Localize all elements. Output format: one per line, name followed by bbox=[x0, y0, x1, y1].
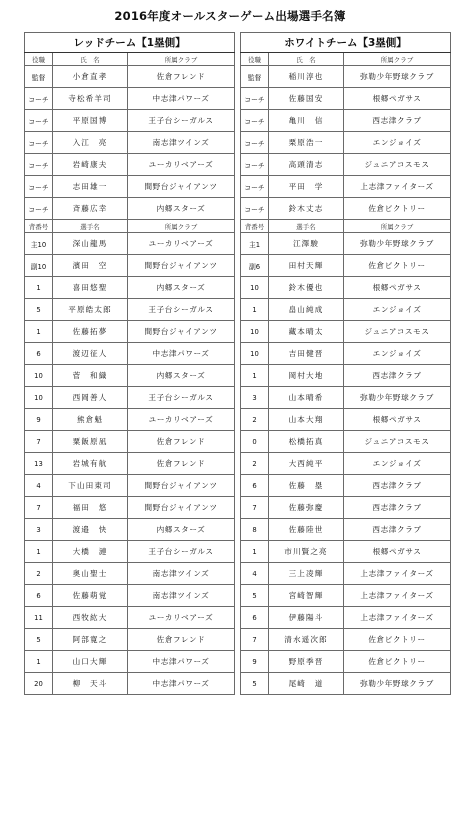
name-cell: 入江 亮 bbox=[53, 132, 128, 154]
name-cell: 鈴木丈志 bbox=[269, 198, 344, 220]
player-row bbox=[241, 629, 451, 651]
role-or-number-cell: 20 bbox=[25, 673, 53, 695]
staff-row bbox=[25, 132, 235, 154]
role-or-number-cell: コーチ bbox=[241, 154, 269, 176]
club-cell: 間野台ジャイアンツ bbox=[128, 255, 235, 277]
role-or-number-cell: コーチ bbox=[25, 198, 53, 220]
role-or-number-cell: 1 bbox=[25, 541, 53, 563]
role-or-number-cell: 9 bbox=[25, 409, 53, 431]
staff-row bbox=[25, 154, 235, 176]
club-cell: 王子台シーガルス bbox=[128, 299, 235, 321]
player-row bbox=[241, 453, 451, 475]
player-row bbox=[25, 365, 235, 387]
club-cell: 間野台ジャイアンツ bbox=[128, 176, 235, 198]
club-cell: 西志津クラブ bbox=[344, 110, 451, 132]
name-cell: 山口大輝 bbox=[53, 651, 128, 673]
club-cell: 王子台シーガルス bbox=[128, 541, 235, 563]
column-header: 所属クラブ bbox=[344, 220, 451, 233]
club-cell: 根郷ペガサス bbox=[344, 409, 451, 431]
player-row bbox=[25, 299, 235, 321]
name-cell: 小倉直孝 bbox=[53, 66, 128, 88]
role-or-number-cell: 1 bbox=[241, 541, 269, 563]
staff-row bbox=[241, 110, 451, 132]
role-or-number-cell: 監督 bbox=[241, 66, 269, 88]
player-row bbox=[241, 299, 451, 321]
club-cell: ユーカリベアーズ bbox=[128, 409, 235, 431]
staff-row bbox=[241, 88, 451, 110]
name-cell: 伊藤陽斗 bbox=[269, 607, 344, 629]
column-header: 所属クラブ bbox=[128, 53, 235, 66]
player-row bbox=[25, 453, 235, 475]
role-or-number-cell: 主1 bbox=[241, 233, 269, 255]
club-cell: 内郷スターズ bbox=[128, 519, 235, 541]
column-header: 氏 名 bbox=[53, 53, 128, 66]
role-or-number-cell: 副6 bbox=[241, 255, 269, 277]
name-cell: 三上凌輝 bbox=[269, 563, 344, 585]
roster-table bbox=[24, 32, 235, 695]
name-cell: 山本晴希 bbox=[269, 387, 344, 409]
club-cell: 佐倉フレンド bbox=[128, 66, 235, 88]
name-cell: 平原国博 bbox=[53, 110, 128, 132]
role-or-number-cell: コーチ bbox=[25, 154, 53, 176]
role-or-number-cell: コーチ bbox=[241, 198, 269, 220]
role-or-number-cell: 9 bbox=[241, 651, 269, 673]
player-row bbox=[241, 563, 451, 585]
role-or-number-cell: 4 bbox=[241, 563, 269, 585]
player-row bbox=[241, 387, 451, 409]
role-or-number-cell: コーチ bbox=[241, 132, 269, 154]
name-cell: 寺松希羊司 bbox=[53, 88, 128, 110]
role-or-number-cell: 10 bbox=[241, 343, 269, 365]
role-or-number-cell: 7 bbox=[241, 629, 269, 651]
player-row bbox=[241, 343, 451, 365]
player-row bbox=[241, 277, 451, 299]
role-or-number-cell: 2 bbox=[241, 409, 269, 431]
role-or-number-cell: 副10 bbox=[25, 255, 53, 277]
column-header: 所属クラブ bbox=[344, 53, 451, 66]
player-row bbox=[25, 387, 235, 409]
name-cell: 稲川淳也 bbox=[269, 66, 344, 88]
player-row bbox=[241, 255, 451, 277]
role-or-number-cell: 6 bbox=[241, 607, 269, 629]
name-cell: 畠山純成 bbox=[269, 299, 344, 321]
staff-row bbox=[241, 176, 451, 198]
role-or-number-cell: 8 bbox=[241, 519, 269, 541]
name-cell: 佐藤国安 bbox=[269, 88, 344, 110]
club-cell: エンジョイズ bbox=[344, 299, 451, 321]
name-cell: 濱田 空 bbox=[53, 255, 128, 277]
staff-row bbox=[241, 132, 451, 154]
role-or-number-cell: コーチ bbox=[25, 132, 53, 154]
staff-row bbox=[241, 66, 451, 88]
role-or-number-cell: 1 bbox=[25, 277, 53, 299]
club-cell: 上志津ファイターズ bbox=[344, 176, 451, 198]
column-header: 背番号 bbox=[25, 220, 53, 233]
white-team-roster bbox=[240, 32, 450, 695]
club-cell: 南志津ツインズ bbox=[128, 585, 235, 607]
club-cell: 佐倉フレンド bbox=[128, 431, 235, 453]
name-cell: 岩崎康夫 bbox=[53, 154, 128, 176]
club-cell: 中志津パワーズ bbox=[128, 88, 235, 110]
role-or-number-cell: 1 bbox=[25, 321, 53, 343]
player-row bbox=[241, 365, 451, 387]
player-row bbox=[25, 497, 235, 519]
name-cell: 尾崎 道 bbox=[269, 673, 344, 695]
club-cell: 佐倉ビクトリー bbox=[344, 651, 451, 673]
role-or-number-cell: 1 bbox=[241, 299, 269, 321]
name-cell: 西牧紘大 bbox=[53, 607, 128, 629]
player-row bbox=[25, 475, 235, 497]
role-or-number-cell: 3 bbox=[25, 519, 53, 541]
player-row bbox=[25, 519, 235, 541]
name-cell: 斉藤広幸 bbox=[53, 198, 128, 220]
role-or-number-cell: 2 bbox=[241, 453, 269, 475]
name-cell: 喜田悠聖 bbox=[53, 277, 128, 299]
name-cell: 熊倉魁 bbox=[53, 409, 128, 431]
club-cell: 間野台ジャイアンツ bbox=[128, 321, 235, 343]
name-cell: 岡村大地 bbox=[269, 365, 344, 387]
club-cell: 佐倉ビクトリー bbox=[344, 629, 451, 651]
club-cell: 根郷ペガサス bbox=[344, 541, 451, 563]
club-cell: ジュニアコスモス bbox=[344, 321, 451, 343]
name-cell: 渡辺征人 bbox=[53, 343, 128, 365]
name-cell: 柳 天斗 bbox=[53, 673, 128, 695]
club-cell: 王子台シーガルス bbox=[128, 387, 235, 409]
name-cell: 田村天輝 bbox=[269, 255, 344, 277]
role-or-number-cell: コーチ bbox=[25, 110, 53, 132]
club-cell: ジュニアコスモス bbox=[344, 154, 451, 176]
name-cell: 野原季晋 bbox=[269, 651, 344, 673]
club-cell: 上志津ファイターズ bbox=[344, 607, 451, 629]
role-or-number-cell: 5 bbox=[25, 629, 53, 651]
player-row bbox=[241, 497, 451, 519]
column-header: 背番号 bbox=[241, 220, 269, 233]
role-or-number-cell: 主10 bbox=[25, 233, 53, 255]
column-header: 選手名 bbox=[53, 220, 128, 233]
role-or-number-cell: 監督 bbox=[25, 66, 53, 88]
club-cell: 中志津パワーズ bbox=[128, 343, 235, 365]
name-cell: 大橋 漣 bbox=[53, 541, 128, 563]
name-cell: 岩城有航 bbox=[53, 453, 128, 475]
club-cell: 間野台ジャイアンツ bbox=[128, 497, 235, 519]
name-cell: 平田 学 bbox=[269, 176, 344, 198]
staff-header-row bbox=[25, 53, 235, 66]
name-cell: 江澤駿 bbox=[269, 233, 344, 255]
staff-row bbox=[25, 110, 235, 132]
column-header: 選手名 bbox=[269, 220, 344, 233]
club-cell: 西志津クラブ bbox=[344, 497, 451, 519]
column-header: 所属クラブ bbox=[128, 220, 235, 233]
player-row bbox=[241, 431, 451, 453]
club-cell: 根郷ペガサス bbox=[344, 88, 451, 110]
player-row bbox=[241, 321, 451, 343]
player-row bbox=[25, 277, 235, 299]
name-cell: 奥山聖士 bbox=[53, 563, 128, 585]
club-cell: 中志津パワーズ bbox=[128, 673, 235, 695]
club-cell: 内郷スターズ bbox=[128, 365, 235, 387]
club-cell: 中志津パワーズ bbox=[128, 651, 235, 673]
player-row bbox=[241, 607, 451, 629]
name-cell: 下山田東司 bbox=[53, 475, 128, 497]
role-or-number-cell: 5 bbox=[25, 299, 53, 321]
player-row bbox=[25, 255, 235, 277]
role-or-number-cell: 0 bbox=[241, 431, 269, 453]
player-row bbox=[25, 233, 235, 255]
role-or-number-cell: 5 bbox=[241, 673, 269, 695]
player-row bbox=[25, 431, 235, 453]
club-cell: 佐倉ビクトリー bbox=[344, 198, 451, 220]
role-or-number-cell: 6 bbox=[25, 343, 53, 365]
player-row bbox=[241, 585, 451, 607]
staff-row bbox=[25, 66, 235, 88]
player-row bbox=[25, 585, 235, 607]
club-cell: エンジョイズ bbox=[344, 343, 451, 365]
player-row bbox=[241, 409, 451, 431]
role-or-number-cell: 5 bbox=[241, 585, 269, 607]
name-cell: 山本大翔 bbox=[269, 409, 344, 431]
club-cell: 西志津クラブ bbox=[344, 519, 451, 541]
name-cell: 粟飯原凪 bbox=[53, 431, 128, 453]
role-or-number-cell: コーチ bbox=[241, 176, 269, 198]
player-row bbox=[241, 541, 451, 563]
club-cell: エンジョイズ bbox=[344, 132, 451, 154]
staff-row bbox=[25, 88, 235, 110]
player-row bbox=[241, 519, 451, 541]
player-row bbox=[25, 541, 235, 563]
staff-row bbox=[25, 176, 235, 198]
staff-row bbox=[241, 198, 451, 220]
club-cell: ユーカリベアーズ bbox=[128, 607, 235, 629]
role-or-number-cell: 10 bbox=[25, 365, 53, 387]
role-or-number-cell: 10 bbox=[241, 321, 269, 343]
player-row bbox=[25, 343, 235, 365]
club-cell: 佐倉フレンド bbox=[128, 629, 235, 651]
club-cell: ユーカリベアーズ bbox=[128, 154, 235, 176]
role-or-number-cell: 13 bbox=[25, 453, 53, 475]
role-or-number-cell: 3 bbox=[241, 387, 269, 409]
club-cell: 弥勒少年野球クラブ bbox=[344, 233, 451, 255]
role-or-number-cell: 2 bbox=[25, 563, 53, 585]
club-cell: 西志津クラブ bbox=[344, 365, 451, 387]
player-header-row bbox=[241, 220, 451, 233]
club-cell: 西志津クラブ bbox=[344, 475, 451, 497]
club-cell: 佐倉フレンド bbox=[128, 453, 235, 475]
role-or-number-cell: コーチ bbox=[241, 88, 269, 110]
player-row bbox=[25, 651, 235, 673]
player-row bbox=[241, 233, 451, 255]
staff-row bbox=[241, 154, 451, 176]
role-or-number-cell: 10 bbox=[241, 277, 269, 299]
name-cell: 深山龍馬 bbox=[53, 233, 128, 255]
player-header-row bbox=[25, 220, 235, 233]
staff-header-row bbox=[241, 53, 451, 66]
column-header: 役職 bbox=[25, 53, 53, 66]
name-cell: 阿部寛之 bbox=[53, 629, 128, 651]
roster-table bbox=[240, 32, 451, 695]
club-cell: 根郷ペガサス bbox=[344, 277, 451, 299]
role-or-number-cell: コーチ bbox=[241, 110, 269, 132]
club-cell: 上志津ファイターズ bbox=[344, 563, 451, 585]
club-cell: 佐倉ビクトリー bbox=[344, 255, 451, 277]
player-row bbox=[25, 321, 235, 343]
name-cell: 藏本晴太 bbox=[269, 321, 344, 343]
name-cell: 菅 和織 bbox=[53, 365, 128, 387]
team-name: レッドチーム【1塁側】 bbox=[25, 33, 235, 53]
club-cell: ジュニアコスモス bbox=[344, 431, 451, 453]
team-name: ホワイトチーム【3塁側】 bbox=[241, 33, 451, 53]
name-cell: 高頭清志 bbox=[269, 154, 344, 176]
name-cell: 平原皓太郎 bbox=[53, 299, 128, 321]
name-cell: 大西純平 bbox=[269, 453, 344, 475]
red-team-roster bbox=[24, 32, 234, 695]
player-row bbox=[25, 673, 235, 695]
club-cell: 南志津ツインズ bbox=[128, 563, 235, 585]
name-cell: 清水遥次郎 bbox=[269, 629, 344, 651]
name-cell: 佐藤弥慶 bbox=[269, 497, 344, 519]
role-or-number-cell: 1 bbox=[241, 365, 269, 387]
player-row bbox=[25, 563, 235, 585]
name-cell: 吉田健晋 bbox=[269, 343, 344, 365]
name-cell: 渡邉 快 bbox=[53, 519, 128, 541]
player-row bbox=[241, 673, 451, 695]
role-or-number-cell: コーチ bbox=[25, 176, 53, 198]
player-row bbox=[241, 651, 451, 673]
player-row bbox=[25, 629, 235, 651]
name-cell: 佐藤陸世 bbox=[269, 519, 344, 541]
name-cell: 宮崎智輝 bbox=[269, 585, 344, 607]
role-or-number-cell: 6 bbox=[25, 585, 53, 607]
staff-row bbox=[25, 198, 235, 220]
club-cell: 南志津ツインズ bbox=[128, 132, 235, 154]
club-cell: 王子台シーガルス bbox=[128, 110, 235, 132]
role-or-number-cell: 7 bbox=[241, 497, 269, 519]
column-header: 役職 bbox=[241, 53, 269, 66]
page-title: 2016年度オールスターゲーム出場選手名簿 bbox=[114, 9, 346, 23]
column-header: 氏 名 bbox=[269, 53, 344, 66]
role-or-number-cell: 7 bbox=[25, 431, 53, 453]
role-or-number-cell: 6 bbox=[241, 475, 269, 497]
name-cell: 亀川 信 bbox=[269, 110, 344, 132]
name-cell: 志田雄一 bbox=[53, 176, 128, 198]
name-cell: 西岡善人 bbox=[53, 387, 128, 409]
role-or-number-cell: 7 bbox=[25, 497, 53, 519]
club-cell: 内郷スターズ bbox=[128, 198, 235, 220]
name-cell: 市川賢之亮 bbox=[269, 541, 344, 563]
name-cell: 鈴木優也 bbox=[269, 277, 344, 299]
player-row bbox=[241, 475, 451, 497]
player-row bbox=[25, 607, 235, 629]
name-cell: 佐藤 塁 bbox=[269, 475, 344, 497]
role-or-number-cell: 10 bbox=[25, 387, 53, 409]
name-cell: 福田 悠 bbox=[53, 497, 128, 519]
club-cell: 上志津ファイターズ bbox=[344, 585, 451, 607]
club-cell: 弥勒少年野球クラブ bbox=[344, 673, 451, 695]
name-cell: 佐藤萌覚 bbox=[53, 585, 128, 607]
club-cell: ユーカリベアーズ bbox=[128, 233, 235, 255]
name-cell: 佐藤拓夢 bbox=[53, 321, 128, 343]
club-cell: 弥勒少年野球クラブ bbox=[344, 387, 451, 409]
name-cell: 松橋拓真 bbox=[269, 431, 344, 453]
club-cell: 内郷スターズ bbox=[128, 277, 235, 299]
role-or-number-cell: コーチ bbox=[25, 88, 53, 110]
club-cell: 弥勒少年野球クラブ bbox=[344, 66, 451, 88]
player-row bbox=[25, 409, 235, 431]
club-cell: 間野台ジャイアンツ bbox=[128, 475, 235, 497]
club-cell: エンジョイズ bbox=[344, 453, 451, 475]
name-cell: 栗原浩一 bbox=[269, 132, 344, 154]
role-or-number-cell: 4 bbox=[25, 475, 53, 497]
role-or-number-cell: 11 bbox=[25, 607, 53, 629]
role-or-number-cell: 1 bbox=[25, 651, 53, 673]
